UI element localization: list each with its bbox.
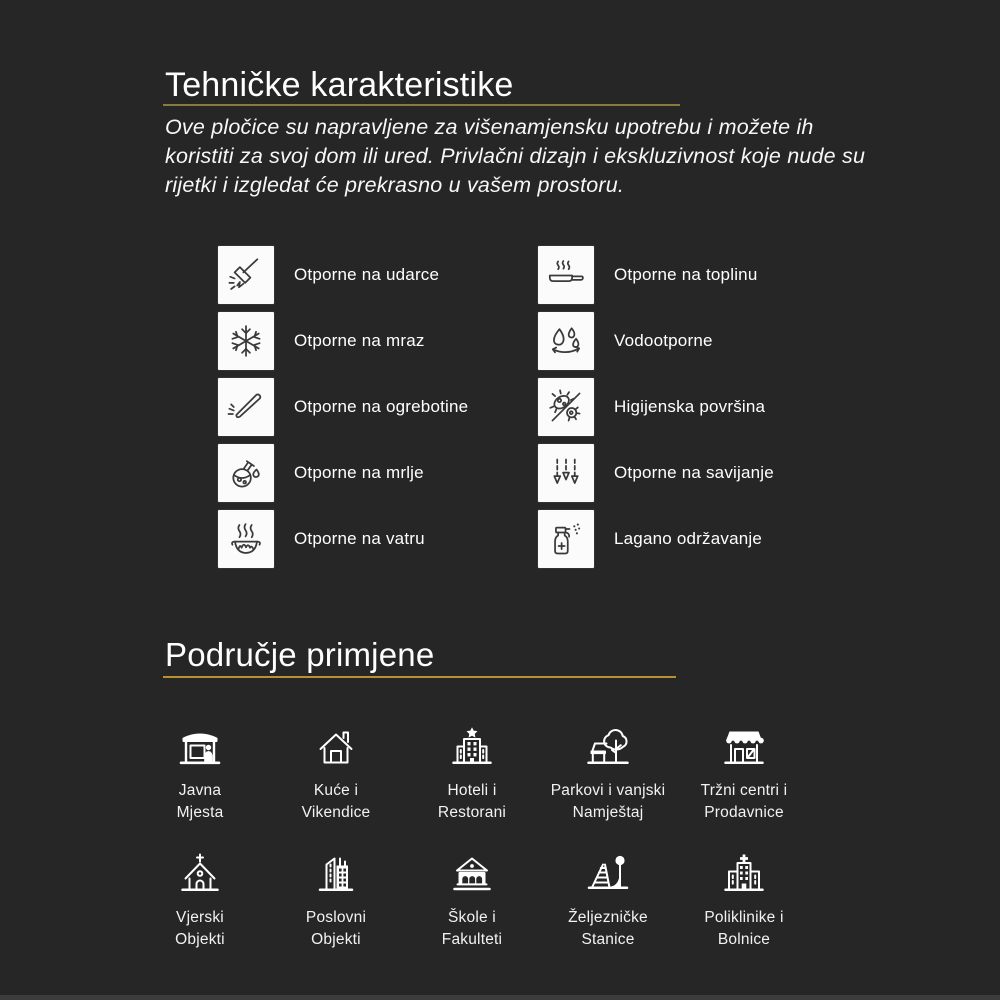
app-item-vjerski-objekti [132, 843, 268, 951]
app-item-zeljeznicke-stanice [540, 843, 676, 951]
feature-item-toplinu [538, 246, 774, 304]
app-label-line1: Poliklinike i [704, 909, 784, 926]
storefront-icon [720, 724, 768, 772]
feature-item-vodootporne [538, 312, 774, 370]
app-label-line2: Objekti [175, 931, 225, 948]
icon-box [538, 246, 594, 304]
tech-description: Ove pločice su napravljene za višenamjensku upotrebu i možete ih koristiti za svoj dom ili ured. Privlačni dizajn i ekskluzivnost koje nude su rijetki i izgledat će prekrasno u vašem prostoru. [165, 115, 866, 197]
app-label-line2: Fakulteti [441, 931, 503, 948]
tech-section-title: Tehničke karakteristike [165, 66, 514, 104]
app-item-javna-mjesta [132, 716, 268, 824]
app-label-line1: Hoteli i [447, 782, 497, 799]
app-label-line1: Javna [178, 782, 222, 799]
feature-item-higijenska [538, 378, 774, 436]
feature-label: Otporne na vatru [294, 529, 425, 548]
app-item-skole-fakulteti [404, 843, 540, 951]
app-label [568, 907, 648, 951]
tech-title-underline [163, 104, 680, 106]
app-label-line1: Željezničke [568, 909, 648, 926]
icon-box [538, 378, 594, 436]
features-grid [218, 246, 774, 568]
feature-item-udarce [218, 246, 538, 304]
app-item-hoteli-restorani [404, 716, 540, 824]
applications-section-title: Područje primjene [165, 636, 435, 673]
snowflake-icon [225, 320, 267, 362]
app-label-line2: Prodavnice [704, 804, 784, 821]
hammer-impact-icon [225, 254, 267, 296]
feature-label: Otporne na toplinu [614, 265, 758, 284]
fire-bowl-icon [225, 518, 267, 560]
app-label-line2: Namještaj [572, 804, 644, 821]
app-label [442, 907, 502, 951]
hospital-icon [720, 851, 768, 899]
feature-item-mraz [218, 312, 538, 370]
feature-item-mrlje [218, 444, 538, 502]
feature-label: Otporne na savijanje [614, 463, 774, 482]
hot-pan-icon [545, 254, 587, 296]
applications-grid [132, 716, 812, 951]
icon-box [538, 312, 594, 370]
no-bacteria-icon [545, 386, 587, 428]
spray-bottle-icon [545, 518, 587, 560]
app-item-poliklinike-bolnice [676, 843, 812, 951]
app-label [302, 780, 371, 824]
public-shelter-icon [176, 724, 224, 772]
app-item-poslovni-objekti [268, 843, 404, 951]
app-label [177, 780, 224, 824]
hotel-icon [448, 724, 496, 772]
park-bench-tree-icon [584, 724, 632, 772]
app-label-line2: Stanice [581, 931, 635, 948]
icon-box [218, 510, 274, 568]
app-label-line1: Tržni centri i [700, 782, 788, 799]
feature-label: Vodootporne [614, 331, 713, 350]
app-label [306, 907, 366, 951]
app-label-line1: Poslovni [305, 909, 367, 926]
app-label-line1: Škole i [448, 909, 496, 926]
app-label [704, 907, 783, 951]
app-label [701, 780, 788, 824]
water-drops-icon [545, 320, 587, 362]
app-label [438, 780, 506, 824]
app-item-parkovi-namjestaj [540, 716, 676, 824]
app-label-line2: Vikendice [301, 804, 371, 821]
railway-icon [584, 851, 632, 899]
feature-item-odrzavanje [538, 510, 774, 568]
app-label-line2: Restorani [437, 804, 507, 821]
church-icon [176, 851, 224, 899]
icon-box [218, 378, 274, 436]
feature-item-savijanje [538, 444, 774, 502]
app-item-trzni-prodavnice [676, 716, 812, 824]
stain-flask-icon [225, 452, 267, 494]
feature-item-vatru [218, 510, 538, 568]
house-icon [312, 724, 360, 772]
office-buildings-icon [312, 851, 360, 899]
icon-box [218, 246, 274, 304]
app-item-kuce-vikendice [268, 716, 404, 824]
bend-arrows-icon [545, 452, 587, 494]
feature-label: Otporne na mrlje [294, 463, 424, 482]
feature-label: Otporne na ogrebotine [294, 397, 469, 416]
icon-box [218, 312, 274, 370]
icon-box [538, 444, 594, 502]
feature-label: Otporne na udarce [294, 265, 440, 284]
app-label-line2: Objekti [311, 931, 361, 948]
applications-title-underline [163, 676, 676, 678]
knife-scratch-icon [225, 386, 267, 428]
feature-label: Lagano održavanje [614, 529, 763, 548]
feature-label: Otporne na mraz [294, 331, 425, 350]
app-label-line2: Mjesta [176, 804, 224, 821]
school-icon [448, 851, 496, 899]
app-label [551, 780, 666, 824]
app-label-line1: Parkovi i vanjski [550, 782, 666, 799]
app-label-line1: Kuće i [313, 782, 359, 799]
feature-label: Higijenska površina [614, 397, 766, 416]
icon-box [538, 510, 594, 568]
app-label [175, 907, 225, 951]
bottom-section-edge [0, 995, 1000, 1000]
app-label-line2: Bolnice [717, 931, 771, 948]
feature-item-ogrebotine [218, 378, 538, 436]
icon-box [218, 444, 274, 502]
app-label-line1: Vjerski [176, 909, 224, 926]
